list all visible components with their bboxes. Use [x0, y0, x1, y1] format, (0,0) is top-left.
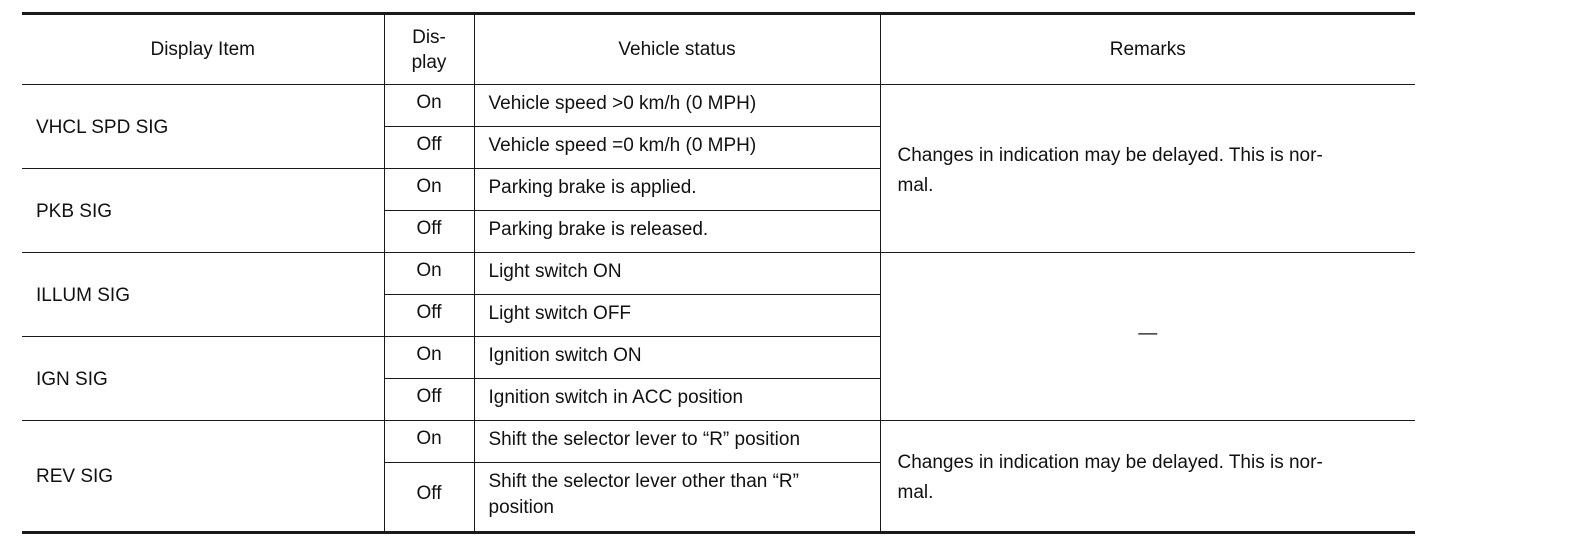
header-display	[384, 14, 474, 85]
remark-delay-2-line1: Changes in indication may be delayed. This is nor-	[897, 452, 1323, 473]
remark-delay-2	[880, 421, 1415, 533]
table-header-row	[22, 14, 1415, 85]
display-on: On	[384, 253, 474, 295]
remark-delay-1	[880, 85, 1415, 253]
header-display-line2: play	[411, 51, 447, 73]
status-pkb-on: Parking brake is applied.	[474, 169, 880, 211]
header-remarks: Remarks	[880, 14, 1415, 85]
status-vhcl-spd-off: Vehicle speed =0 km/h (0 MPH)	[474, 127, 880, 169]
status-illum-on: Light switch ON	[474, 253, 880, 295]
status-rev-off-line2: position	[488, 497, 554, 518]
status-vhcl-spd-on: Vehicle speed >0 km/h (0 MPH)	[474, 85, 880, 127]
status-illum-off: Light switch OFF	[474, 295, 880, 337]
display-off: Off	[384, 127, 474, 169]
table-row	[22, 421, 1415, 463]
status-rev-off-line1: Shift the selector lever other than “R”	[488, 471, 799, 492]
item-rev-sig: REV SIG	[36, 466, 114, 487]
remark-delay-2-line2: mal.	[897, 482, 934, 503]
status-ign-off: Ignition switch in ACC position	[474, 379, 880, 421]
display-on: On	[384, 85, 474, 127]
display-off: Off	[384, 379, 474, 421]
table-row	[22, 253, 1415, 295]
display-off: Off	[384, 211, 474, 253]
display-off: Off	[384, 463, 474, 533]
display-on: On	[384, 421, 474, 463]
item-pkb-sig: PKB SIG	[22, 169, 384, 253]
item-illum-sig: ILLUM SIG	[22, 253, 384, 337]
display-off: Off	[384, 295, 474, 337]
header-display-line1: Dis-	[412, 26, 446, 48]
remark-delay-1-line1: Changes in indication may be delayed. This is nor-	[897, 144, 1323, 166]
status-rev-off	[474, 463, 880, 533]
table-row	[22, 85, 1415, 127]
item-vhcl-spd-sig: VHCL SPD SIG	[22, 85, 384, 169]
remark-delay-1-line2: mal.	[897, 174, 934, 196]
header-vehicle-status: Vehicle status	[474, 14, 880, 85]
item-ign-sig: IGN SIG	[22, 337, 384, 421]
header-display-item: Display Item	[22, 14, 384, 85]
display-on: On	[384, 337, 474, 379]
remark-none: —	[880, 253, 1415, 421]
display-items-table	[22, 12, 1415, 534]
status-pkb-off: Parking brake is released.	[474, 211, 880, 253]
status-ign-on: Ignition switch ON	[474, 337, 880, 379]
display-on: On	[384, 169, 474, 211]
status-rev-on: Shift the selector lever to “R” position	[474, 421, 880, 463]
